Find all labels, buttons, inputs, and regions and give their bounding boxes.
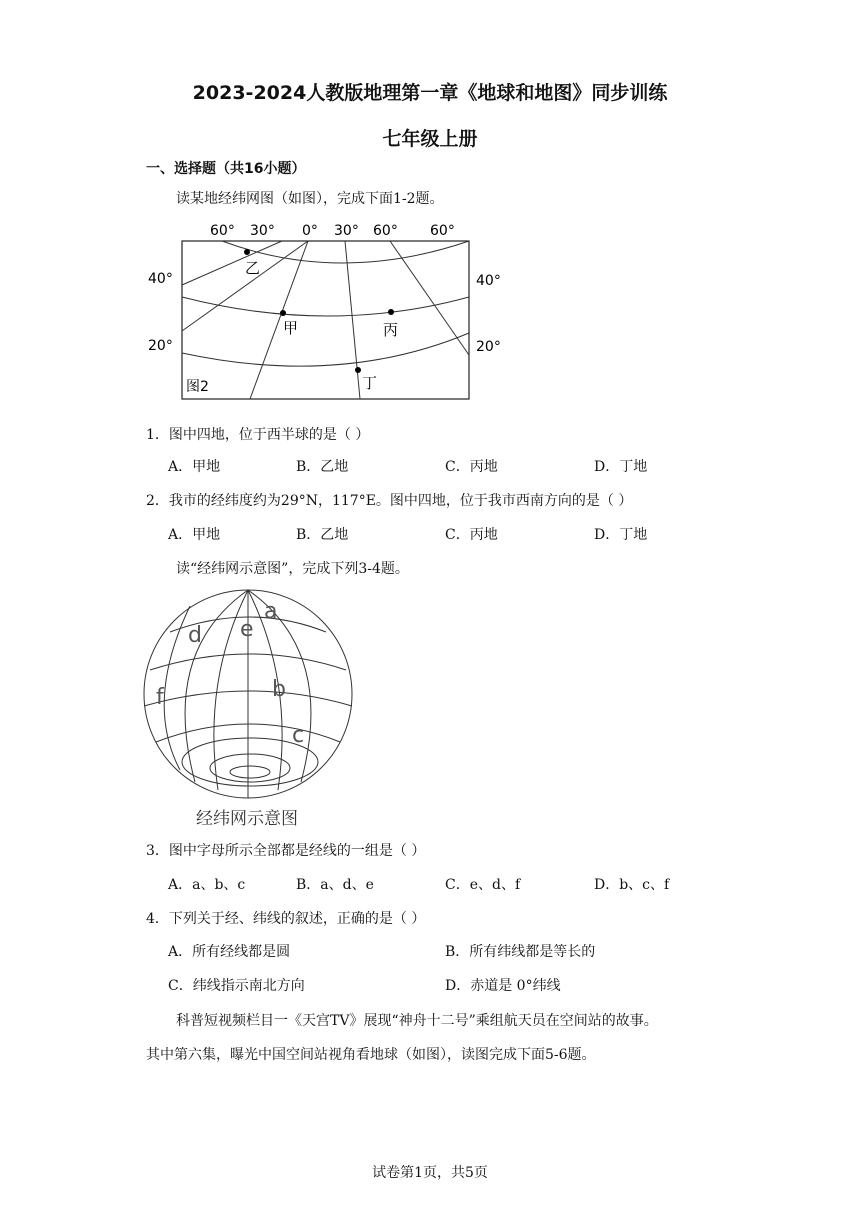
point-label: 丙 xyxy=(383,321,399,339)
section-heading: 一、选择题（共16小题） xyxy=(146,161,306,177)
globe-figure xyxy=(140,582,360,834)
q1-option-d[interactable]: D．丁地 xyxy=(594,459,648,475)
letter-e: e xyxy=(240,617,254,642)
lon-label: 30° xyxy=(250,223,275,239)
point-label: 甲 xyxy=(283,319,299,337)
q4-option-a[interactable]: A．所有经线都是圆 xyxy=(168,944,291,960)
q4-option-c[interactable]: C．纬线指示南北方向 xyxy=(168,978,305,994)
q4-option-b[interactable]: B．所有纬线都是等长的 xyxy=(445,944,596,960)
letter-f: f xyxy=(156,685,164,710)
lon-label: 60° xyxy=(210,223,235,239)
lon-label: 60° xyxy=(373,223,398,239)
figure-caption: 图2 xyxy=(186,379,209,395)
intro-q5-6-line2: 其中第六集，曝光中国空间站视角看地球（如图），读图完成下面5-6题。 xyxy=(146,1047,596,1063)
q2-option-d[interactable]: D．丁地 xyxy=(594,527,648,543)
lat-label: 40° xyxy=(476,273,501,289)
lon-label: 30° xyxy=(334,223,359,239)
question-4-stem: 4．下列关于经、纬线的叙述，正确的是（ ） xyxy=(146,911,426,927)
point-label: 乙 xyxy=(245,259,261,277)
intro-q1-2: 读某地经纬网图（如图），完成下面1-2题。 xyxy=(176,191,444,207)
q1-option-c[interactable]: C．丙地 xyxy=(445,459,498,475)
graticule-figure xyxy=(140,215,510,405)
letter-a: a xyxy=(264,599,278,624)
q1-option-b[interactable]: B．乙地 xyxy=(296,459,349,475)
question-2-stem: 2．我市的经纬度约为29°N，117°E。图中四地，位于我市西南方向的是（ ） xyxy=(146,493,633,509)
point-label: 丁 xyxy=(362,374,378,392)
q4-option-d[interactable]: D．赤道是 0°纬线 xyxy=(445,978,561,994)
q1-option-a[interactable]: A．甲地 xyxy=(168,459,221,475)
q2-option-a[interactable]: A．甲地 xyxy=(168,527,221,543)
intro-q5-6-line1: 科普短视频栏目一《天宫TV》展现“神舟十二号”乘组航天员在空间站的故事。 xyxy=(176,1013,658,1029)
page-number: 试卷第1页，共5页 xyxy=(372,1165,488,1181)
lat-label: 40° xyxy=(148,271,173,287)
lat-label: 20° xyxy=(476,339,501,355)
lon-label: 0° xyxy=(302,223,318,239)
figure-caption: 经纬网示意图 xyxy=(196,809,298,829)
q2-option-c[interactable]: C．丙地 xyxy=(445,527,498,543)
question-3-stem: 3．图中字母所示全部都是经线的一组是（ ） xyxy=(146,843,426,859)
letter-b: b xyxy=(272,677,286,702)
letter-c: c xyxy=(292,723,305,748)
lon-label: 60° xyxy=(430,223,455,239)
q3-option-d[interactable]: D．b、c、f xyxy=(594,877,670,893)
letter-d: d xyxy=(188,623,202,648)
q3-option-a[interactable]: A．a、b、c xyxy=(168,877,246,893)
q3-option-b[interactable]: B．a、d、e xyxy=(296,877,374,893)
map-frame xyxy=(182,241,469,399)
page-subtitle: 七年级上册 xyxy=(382,128,478,150)
page-title: 2023-2024人教版地理第一章《地球和地图》同步训练 xyxy=(192,82,668,104)
q3-option-c[interactable]: C．e、d、f xyxy=(445,877,521,893)
lat-label: 20° xyxy=(148,338,173,354)
question-1-stem: 1．图中四地，位于西半球的是（ ） xyxy=(146,427,370,443)
q2-option-b[interactable]: B．乙地 xyxy=(296,527,349,543)
intro-q3-4: 读“经纬网示意图”，完成下列3-4题。 xyxy=(176,561,409,577)
